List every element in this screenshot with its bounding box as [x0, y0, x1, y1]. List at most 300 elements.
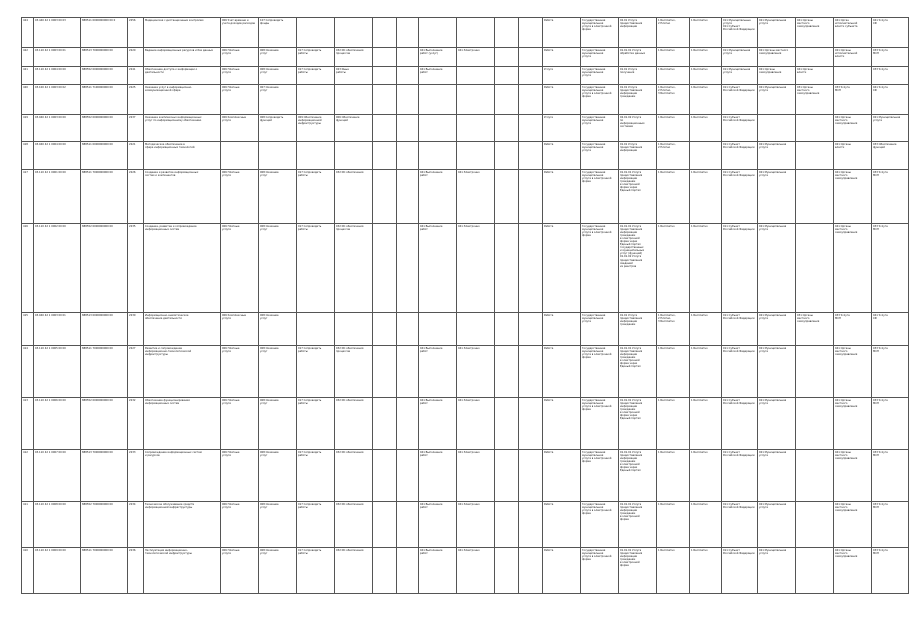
cell-text: услуг: [260, 173, 268, 177]
table-cell: [419, 170, 457, 224]
table-cell: [128, 502, 144, 548]
table-cell: [419, 313, 457, 346]
cell-text: 03.040 42 1 0003 00 01: [35, 313, 66, 317]
cell-text: 03.110 42 1 0004 00 00: [35, 67, 66, 71]
table-row: [22, 48, 909, 67]
cell-text: информации: [620, 508, 638, 512]
table-cell: [397, 398, 419, 450]
table-cell: [221, 224, 259, 313]
table-cell: [796, 48, 834, 67]
cell-text: работы: [298, 173, 308, 177]
table-cell: [495, 502, 519, 548]
table-cell: [297, 85, 335, 115]
cell-text: услуг: [260, 349, 268, 353]
table-cell: [619, 502, 657, 548]
cell-text: 021 Муниципальная: [759, 346, 787, 350]
cell-text: 02.01 Услуга: [620, 18, 638, 22]
table-cell: [34, 450, 81, 502]
table-cell: [872, 398, 909, 450]
table-cell: [495, 142, 519, 170]
cell-text: 2256: [129, 18, 136, 22]
cell-text: услуг: [260, 70, 268, 74]
cell-text: Государственная: [582, 170, 606, 174]
cell-text: систем и компонентов: [145, 173, 176, 177]
table-cell: [619, 313, 657, 346]
table-cell: [722, 313, 758, 346]
cell-text: форме: [582, 407, 591, 411]
table-cell: [259, 398, 297, 450]
table-cell: [519, 48, 543, 67]
table-cell: [144, 170, 221, 224]
table-cell: [34, 398, 81, 450]
table-cell: [397, 346, 419, 398]
cell-text: работы: [298, 51, 308, 55]
table-cell: [335, 18, 373, 48]
table-cell: [581, 224, 619, 313]
table-cell: [297, 48, 335, 67]
cell-text: услуга: [759, 551, 768, 555]
cell-text: 2 Платно,: [658, 316, 672, 320]
table-cell: [81, 398, 128, 450]
cell-text: 041 Органы: [835, 548, 851, 552]
table-cell: [22, 502, 34, 548]
table-cell: [259, 346, 297, 398]
cell-text: 1 Бесплатно: [691, 224, 708, 228]
table-cell: [373, 398, 397, 450]
table-cell: [22, 85, 34, 115]
cell-text: в электронной: [620, 514, 640, 518]
table-row: [22, 548, 909, 594]
table-cell: [758, 313, 796, 346]
table-cell: [690, 67, 722, 85]
cell-text: 033 Услуга: [835, 85, 850, 89]
cell-text: информационным: [620, 121, 645, 125]
table-row: [22, 67, 909, 85]
cell-text: услуги: [222, 70, 232, 74]
table-cell: [373, 313, 397, 346]
cell-text: 417: [23, 170, 28, 174]
cell-text: форме: [582, 511, 591, 515]
table-cell: [690, 346, 722, 398]
table-cell: [34, 313, 81, 346]
cell-text: услуги: [222, 505, 232, 509]
table-cell: [34, 170, 81, 224]
cell-text: самоуправления: [835, 554, 858, 558]
table-cell: [81, 313, 128, 346]
cell-text: предоставления: [620, 227, 643, 231]
table-cell: [543, 548, 581, 594]
table-cell: [259, 170, 297, 224]
cell-text: Государственная: [582, 548, 606, 552]
table-cell: [872, 346, 909, 398]
table-cell: [495, 48, 519, 67]
table-cell: [335, 224, 373, 313]
table-cell: [581, 18, 619, 48]
table-cell: [690, 450, 722, 502]
cell-text: МСП: [873, 227, 879, 231]
cell-text: получения: [620, 70, 635, 74]
table-cell: [397, 450, 419, 502]
cell-text: 041 Выполнение: [420, 346, 443, 350]
cell-text: 021 Муниципальная: [759, 142, 787, 146]
cell-text: гражданам: [620, 355, 636, 359]
cell-text: из реестров: [620, 264, 637, 268]
cell-text: самоуправления: [797, 24, 820, 28]
table-cell: [373, 346, 397, 398]
cell-text: гражданам: [620, 94, 636, 98]
table-cell: [81, 85, 128, 115]
table-cell: [758, 548, 796, 594]
cell-text: 888511 0000000000 00 0: [82, 18, 116, 22]
cell-text: 033 Обеспечение: [873, 142, 897, 146]
cell-text: 041 Электронно: [458, 502, 480, 506]
table-cell: [457, 548, 495, 594]
cell-text: информационной инфраструктуры: [145, 505, 193, 509]
cell-text: Работа: [544, 224, 554, 228]
table-cell: [796, 313, 834, 346]
table-cell: [543, 170, 581, 224]
table-cell: [690, 48, 722, 67]
cell-text: 01.01.01 Услуга: [620, 450, 642, 454]
table-cell: [495, 85, 519, 115]
cell-text: 033 Услуга: [873, 548, 888, 552]
cell-text: 008 Оказание: [260, 313, 279, 317]
cell-text: услуга в электронной: [582, 404, 612, 408]
cell-text: 021 Муниципальная: [759, 18, 787, 22]
table-cell: [834, 170, 872, 224]
cell-text: 006 Платные: [222, 67, 240, 71]
cell-text: Единый портал: [620, 243, 641, 247]
table-cell: [543, 85, 581, 115]
cell-text: учета доходов расходов: [222, 21, 255, 25]
table-cell: [128, 224, 144, 313]
cell-text: самоуправления: [759, 70, 782, 74]
cell-text: 410: [23, 548, 28, 552]
cell-text: услуга: [759, 227, 768, 231]
cell-text: 1 Бесплатно: [658, 115, 675, 119]
table-cell: [373, 224, 397, 313]
table-cell: [397, 48, 419, 67]
table-cell: [335, 115, 373, 142]
cell-text: услуга в электронной: [582, 554, 612, 558]
cell-text: самоуправления: [835, 121, 858, 125]
table-cell: [297, 548, 335, 594]
cell-text: 033 Услуга: [873, 346, 888, 350]
cell-text: Обеспечение доступа к информации о: [145, 67, 198, 71]
cell-text: сфере информационных технологий: [145, 145, 195, 149]
table-cell: [619, 548, 657, 594]
cell-text: 041 Выполнение: [420, 398, 443, 402]
table-cell: [657, 502, 690, 548]
cell-text: муниципальная: [582, 21, 604, 25]
cell-text: услуга в электронной: [582, 230, 612, 234]
table-cell: [22, 346, 34, 398]
cell-text: форме через: [620, 361, 638, 365]
cell-text: муниципальная: [582, 349, 604, 353]
cell-text: 1 Бесплатно,: [658, 313, 676, 317]
cell-text: услуга: [723, 51, 732, 55]
cell-text: Методическое обеспечение в: [145, 142, 185, 146]
cell-text: услуги: [222, 118, 232, 122]
cell-text: Российской Федерации: [723, 145, 755, 149]
cell-text: 006 Платные: [222, 224, 240, 228]
cell-text: Государственная: [582, 313, 606, 317]
cell-text: 032 ИС обеспечения: [336, 548, 364, 552]
cell-text: форме через: [620, 413, 638, 417]
cell-text: 412: [23, 450, 28, 454]
cell-text: 041 Выполнение: [420, 67, 443, 71]
cell-text: местного: [835, 173, 848, 177]
table-cell: [722, 115, 758, 142]
table-cell: [34, 48, 81, 67]
table-cell: [34, 346, 81, 398]
cell-text: 041 Органы: [835, 398, 851, 402]
cell-text: Работа: [544, 398, 554, 402]
cell-text: 017 Сопроводить: [298, 67, 322, 71]
cell-text: 011 Муниципальные: [723, 18, 751, 22]
table-cell: [335, 67, 373, 85]
cell-text: Российской Федерации: [723, 453, 755, 457]
cell-text: 2220: [129, 48, 136, 52]
cell-text: услуга в электронной: [582, 24, 612, 28]
cell-text: форме: [582, 27, 591, 31]
cell-text: услуга: [582, 121, 591, 125]
cell-text: МСП: [873, 401, 879, 405]
cell-text: в электронной: [620, 462, 640, 466]
cell-text: 01.01.01 Услуга: [620, 224, 642, 228]
cell-text: МСП: [835, 316, 841, 320]
table-cell: [457, 48, 495, 67]
cell-text: Российской Федерации: [723, 27, 755, 31]
cell-text: информационных систем: [145, 401, 180, 405]
cell-text: Единый портал: [620, 417, 641, 421]
table-row: [22, 142, 909, 170]
cell-text: процессов: [336, 227, 351, 231]
table-cell: [297, 170, 335, 224]
cell-text: услуга в электронной: [582, 456, 612, 460]
table-cell: [128, 142, 144, 170]
cell-text: 006 Платные: [222, 502, 240, 506]
cell-text: форме: [620, 563, 629, 567]
cell-text: самоуправления: [759, 51, 782, 55]
table-cell: [144, 548, 221, 594]
cell-text: 033 Услуга: [873, 502, 888, 506]
cell-text: 041 Электронно: [458, 346, 480, 350]
cell-text: 888511 7000000000 00: [82, 548, 113, 552]
table-cell: [543, 18, 581, 48]
table-cell: [144, 142, 221, 170]
cell-text: Российской Федерации: [723, 349, 755, 353]
cell-text: 017 Сопроводить: [298, 450, 322, 454]
cell-text: 888552 0000000000 00: [82, 115, 113, 119]
table-cell: [335, 548, 373, 594]
cell-text: Единый портал: [620, 365, 641, 369]
cell-text: Создание и развитие информационных: [145, 170, 199, 174]
cell-text: процессов: [336, 349, 351, 353]
table-cell: [519, 170, 543, 224]
cell-text: услуга: [759, 316, 768, 320]
cell-text: системам: [620, 124, 633, 128]
cell-text: гражданам: [620, 233, 636, 237]
cell-text: 021 Органы: [835, 48, 851, 52]
cell-text: работ: [420, 551, 428, 555]
table-cell: [419, 48, 457, 67]
cell-text: 420: [23, 85, 28, 89]
cell-text: 021 Муниципальная: [873, 115, 901, 119]
cell-text: Российской Федерации: [723, 505, 755, 509]
table-cell: [335, 450, 373, 502]
table-cell: [796, 18, 834, 48]
table-cell: [81, 170, 128, 224]
cell-text: 414: [23, 346, 28, 350]
cell-text: 006 Комплексные: [222, 115, 247, 119]
cell-text: информации: [620, 554, 638, 558]
table-cell: [22, 313, 34, 346]
table-cell: [872, 502, 909, 548]
table-cell: [834, 18, 872, 48]
cell-text: предоставления: [620, 401, 643, 405]
cell-text: 011 Муниципальная: [723, 48, 751, 52]
cell-text: 1 Бесплатно: [658, 450, 675, 454]
table-cell: [519, 313, 543, 346]
table-cell: [581, 346, 619, 398]
table-cell: [34, 67, 81, 85]
cell-text: 011 Субъект: [723, 142, 740, 146]
cell-text: 01.01.01 Услуга: [620, 48, 642, 52]
cell-text: услуги: [222, 173, 232, 177]
cell-text: 888513 7000000000 00: [82, 450, 113, 454]
cell-text: технологической инфраструктуры: [145, 551, 192, 555]
cell-text: 008 Оказание: [260, 48, 279, 52]
cell-text: 041 Выполнение: [420, 450, 443, 454]
cell-text: 008 Оказание: [260, 67, 279, 71]
cell-text: Развитие и сопровождение: [145, 346, 182, 350]
cell-text: 01.01 Услуга: [620, 85, 638, 89]
cell-text: 011 Субъект: [723, 170, 740, 174]
cell-text: работы: [298, 551, 308, 555]
cell-text: 1 Бесплатно: [658, 548, 675, 552]
table-cell: [81, 224, 128, 313]
cell-text: власти: [797, 70, 807, 74]
cell-text: Государственная: [582, 502, 606, 506]
cell-text: функций: [260, 118, 272, 122]
table-cell: [834, 548, 872, 594]
cell-text: 008 Оказание: [260, 450, 279, 454]
table-cell: [221, 115, 259, 142]
table-cell: [619, 115, 657, 142]
table-cell: [335, 313, 373, 346]
table-cell: [543, 450, 581, 502]
cell-text: услуги: [723, 21, 733, 25]
table-cell: [834, 67, 872, 85]
table-cell: [872, 450, 909, 502]
table-cell: [657, 450, 690, 502]
table-cell: [543, 142, 581, 170]
table-cell: [872, 548, 909, 594]
table-cell: [519, 398, 543, 450]
cell-text: МСП: [873, 173, 879, 177]
cell-text: 021 Органы: [835, 142, 851, 146]
cell-text: Российской Федерации: [723, 551, 755, 555]
table-cell: [722, 142, 758, 170]
table-cell: [419, 67, 457, 85]
table-cell: [519, 502, 543, 548]
cell-text: гражданам: [620, 557, 636, 561]
table-cell: [22, 450, 34, 502]
table-cell: [34, 224, 81, 313]
table-cell: [128, 48, 144, 67]
cell-text: СФ: [873, 316, 877, 320]
cell-text: местного: [797, 88, 810, 92]
table-cell: [519, 18, 543, 48]
cell-text: 041 Органы: [797, 18, 813, 22]
cell-text: 1 Бесплатно: [691, 85, 708, 89]
table-cell: [397, 224, 419, 313]
cell-text: муниципальная: [582, 51, 604, 55]
cell-text: местного: [835, 551, 848, 555]
table-cell: [722, 450, 758, 502]
table-cell: [690, 170, 722, 224]
table-cell: [144, 48, 221, 67]
cell-text: услуга: [582, 148, 591, 152]
table-cell: [581, 115, 619, 142]
cell-text: 021 Муниципальная: [759, 450, 787, 454]
table-cell: [457, 346, 495, 398]
table-cell: [657, 142, 690, 170]
cell-text: 888511 7000000000 00: [82, 170, 113, 174]
cell-text: услуг: [260, 51, 268, 55]
table-cell: [690, 313, 722, 346]
cell-text: 1 Бесплатно: [658, 502, 675, 506]
cell-text: 032 ИС обеспечения: [336, 502, 364, 506]
cell-text: власти субъекта: [835, 24, 858, 28]
cell-text: работы: [298, 401, 308, 405]
table-cell: [834, 115, 872, 142]
cell-text: 03.100 42 1 0003 00 02: [35, 85, 66, 89]
cell-text: 011 Субъект: [723, 450, 740, 454]
table-cell: [543, 115, 581, 142]
table-cell: [758, 67, 796, 85]
table-cell: [495, 313, 519, 346]
table-row: [22, 398, 909, 450]
table-cell: [758, 170, 796, 224]
table-cell: [690, 18, 722, 48]
cell-text: 041 Электронно: [458, 170, 480, 174]
table-cell: [335, 142, 373, 170]
cell-text: информации: [620, 176, 638, 180]
cell-text: услуга: [582, 54, 591, 58]
cell-text: 03.110 42 1 0001 00 00: [35, 170, 66, 174]
table-cell: [758, 502, 796, 548]
table-cell: [581, 85, 619, 115]
cell-text: самоуправления: [835, 404, 858, 408]
cell-text: 041 Выполнение: [420, 502, 443, 506]
table-cell: [872, 170, 909, 224]
cell-text: предоставления: [620, 316, 643, 320]
table-cell: [619, 85, 657, 115]
cell-text: исполнительной: [835, 51, 858, 55]
cell-text: предоставления: [620, 173, 643, 177]
cell-text: исполнительной: [835, 21, 858, 25]
cell-text: Российской Федерации: [723, 118, 755, 122]
table-cell: [872, 67, 909, 85]
table-cell: [543, 346, 581, 398]
table-cell: [144, 18, 221, 48]
cell-text: форме через: [620, 465, 638, 469]
cell-text: 03.110 42 1 0008 00 00: [35, 502, 66, 506]
cell-text: фонды: [260, 21, 270, 25]
table-cell: [543, 313, 581, 346]
